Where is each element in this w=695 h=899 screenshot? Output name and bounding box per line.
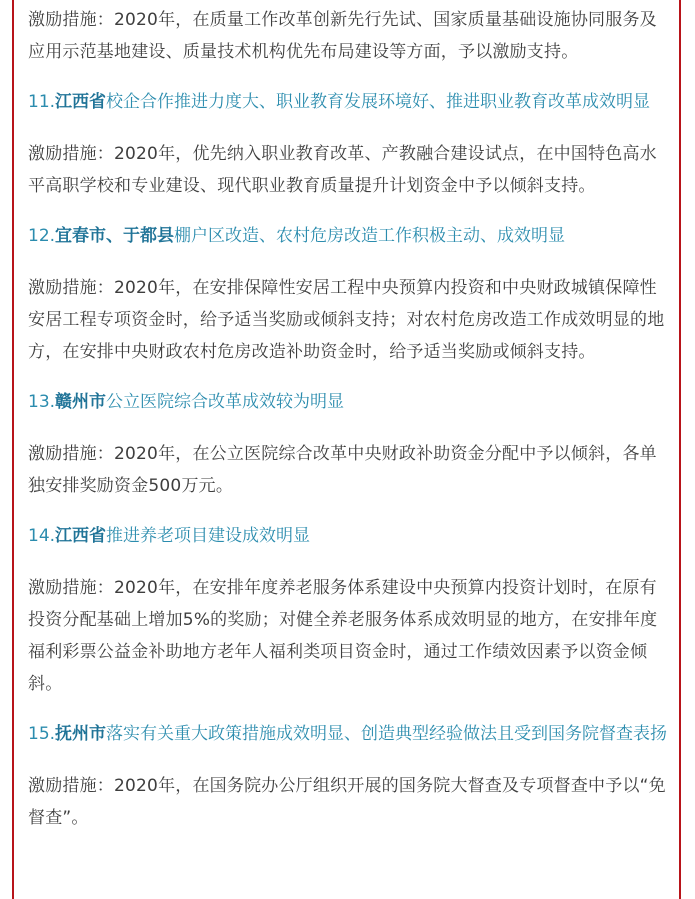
- incentive-paragraph: 激励措施：2020年，在安排保障性安居工程中央预算内投资和中央财政城镇保障性安居工程专项资金时，给予适当奖励或倾斜支持；对农村危房改造工作成效明显的地方，在安排中央财政农村危房改造补助资金时，给予适当奖励或倾斜支持。: [28, 278, 665, 362]
- item-number: 15.: [28, 724, 56, 744]
- item-title: 落实有关重大政策措施成效明显、创造典型经验做法且受到国务院督查表扬: [106, 724, 668, 744]
- item-heading-15: [28, 718, 668, 750]
- incentive-paragraph: 激励措施：2020年，在安排年度养老服务体系建设中央预算内投资计划时，在原有投资分配基础上增加5%的奖励；对健全养老服务体系成效明显的地方，在安排年度福利彩票公益金补助地方老年人福利类项目资金时，通过工作绩效因素予以资金倾斜。: [28, 578, 658, 694]
- item-heading-13: [28, 386, 668, 418]
- item-number: 14.: [28, 526, 56, 546]
- item-heading-12: [28, 220, 668, 252]
- incentive-paragraph: 激励措施：2020年，在国务院办公厅组织开展的国务院大督查及专项督查中予以“免督查”。: [28, 776, 666, 828]
- item-title: 校企合作推进力度大、职业教育发展环境好、推进职业教育改革成效明显: [106, 92, 651, 112]
- incentive-paragraph: 激励措施：2020年，在公立医院综合改革中央财政补助资金分配中予以倾斜，各单独安排奖励资金500万元。: [28, 444, 657, 496]
- incentive-paragraph: 激励措施：2020年，优先纳入职业教育改革、产教融合建设试点，在中国特色高水平高职学校和专业建设、现代职业教育质量提升计划资金中予以倾斜支持。: [28, 144, 657, 196]
- article-content: [28, 4, 668, 834]
- item-title: 推进养老项目建设成效明显: [106, 526, 311, 546]
- item-number: 12.: [28, 226, 56, 246]
- item-heading-11: [28, 86, 668, 118]
- item-title: 公立医院综合改革成效较为明显: [106, 392, 345, 412]
- item-number: 11.: [28, 92, 56, 112]
- incentive-paragraph: 激励措施：2020年，在质量工作改革创新先行先试、国家质量基础设施协同服务及应用示范基地建设、质量技术机构优先布局建设等方面，予以激励支持。: [28, 10, 657, 62]
- item-place: 江西省: [55, 526, 107, 546]
- item-heading-14: [28, 520, 668, 552]
- item-place: 江西省: [55, 92, 107, 112]
- item-title: 棚户区改造、农村危房改造工作积极主动、成效明显: [174, 226, 566, 246]
- item-place: 赣州市: [55, 392, 107, 412]
- item-place: 抚州市: [55, 724, 107, 744]
- item-place: 宜春市、于都县: [55, 226, 175, 246]
- item-number: 13.: [28, 392, 56, 412]
